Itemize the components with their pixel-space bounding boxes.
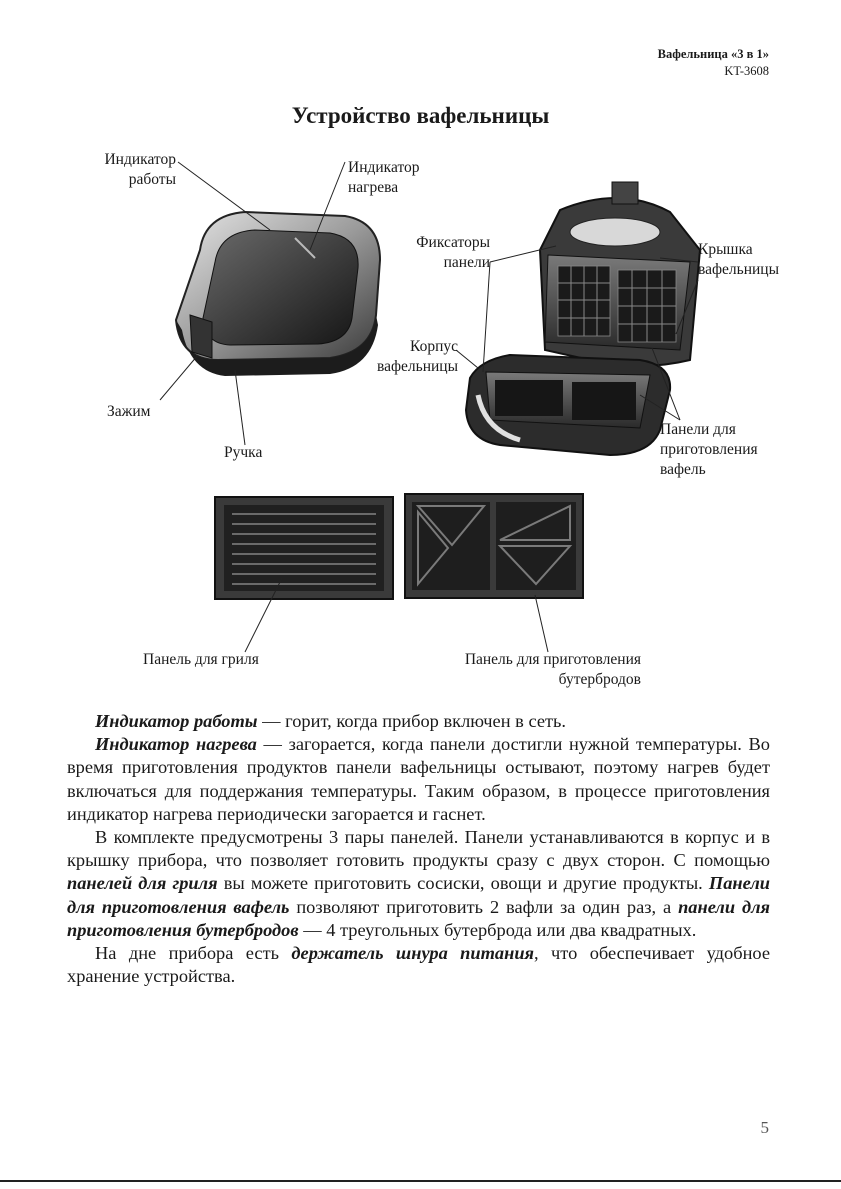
paragraph-heat-indicator: Индикатор нагрева — загорается, когда панели достигли нужной температуры. Во время приготовления продуктов панели вафельницы остывают, поэтому нагрев будет включаться для поддержания температуры. Таким образом, в процессе приготовления индикатор нагрева периодически загорается и гаснет. — [67, 734, 770, 824]
header-product: Вафельница «3 в 1» — [657, 47, 769, 61]
page-title: Устройство вафельницы — [291, 103, 550, 128]
term-power-indicator: Индикатор работы — [95, 711, 258, 731]
term-cord-holder: держатель шнура питания — [291, 943, 535, 964]
label-sandwich-panel: Панель для приготовления бутербродов — [464, 651, 641, 688]
label-panel-latches: Фиксаторы панели — [416, 234, 490, 271]
grill-panel-image — [215, 497, 393, 599]
page-number: 5 — [760, 1118, 769, 1137]
label-grill-panel: Панель для гриля — [143, 651, 259, 668]
label-lid: Крышка вафельницы — [698, 241, 780, 278]
bottom-rule — [0, 1180, 841, 1182]
label-waffle-panels: Панели для приготовления вафель — [660, 421, 758, 478]
term-waffle-panels: Панели для приготовления вафель — [67, 873, 770, 917]
open-waffle-maker — [466, 182, 700, 455]
label-handle: Ручка — [224, 444, 263, 461]
label-body: Корпус вафельницы — [376, 338, 458, 375]
term-heat-indicator: Индикатор нагрева — [95, 734, 257, 755]
sandwich-panel-image — [405, 494, 583, 598]
label-heat-indicator: Индикатор нагрева — [348, 159, 420, 196]
body-text — [67, 710, 770, 988]
paragraph-panels: В комплекте предусмотрены 3 пары панелей. Панели устанавливаются в корпус и в крышку прибора, что позволяет готовить продукты сразу с двух сторон. С помощью панелей для гриля вы можете приготовить сосиски, овощи и другие продукты. Панели для приготовления вафель позволяют приготовить 2 вафли за один раз, а панели для приготовления бутербродов — 4 треугольных бутерброда или два квадратных. — [67, 827, 770, 940]
label-clamp: Зажим — [107, 403, 151, 420]
term-sandwich-panels: панели для приготовления бутербродов — [67, 896, 770, 940]
header-model: KT-3608 — [724, 64, 769, 78]
paragraph-power-indicator: Индикатор работы — горит, когда прибор включен в сеть. — [95, 711, 567, 731]
paragraph-cord-holder: На дне прибора есть держатель шнура питания, что обеспечивает удобное хранение устройства. — [67, 943, 770, 987]
term-grill-panels: панелей для гриля — [67, 873, 218, 894]
closed-waffle-maker — [176, 212, 380, 376]
label-power-indicator: Индикатор работы — [104, 151, 176, 188]
